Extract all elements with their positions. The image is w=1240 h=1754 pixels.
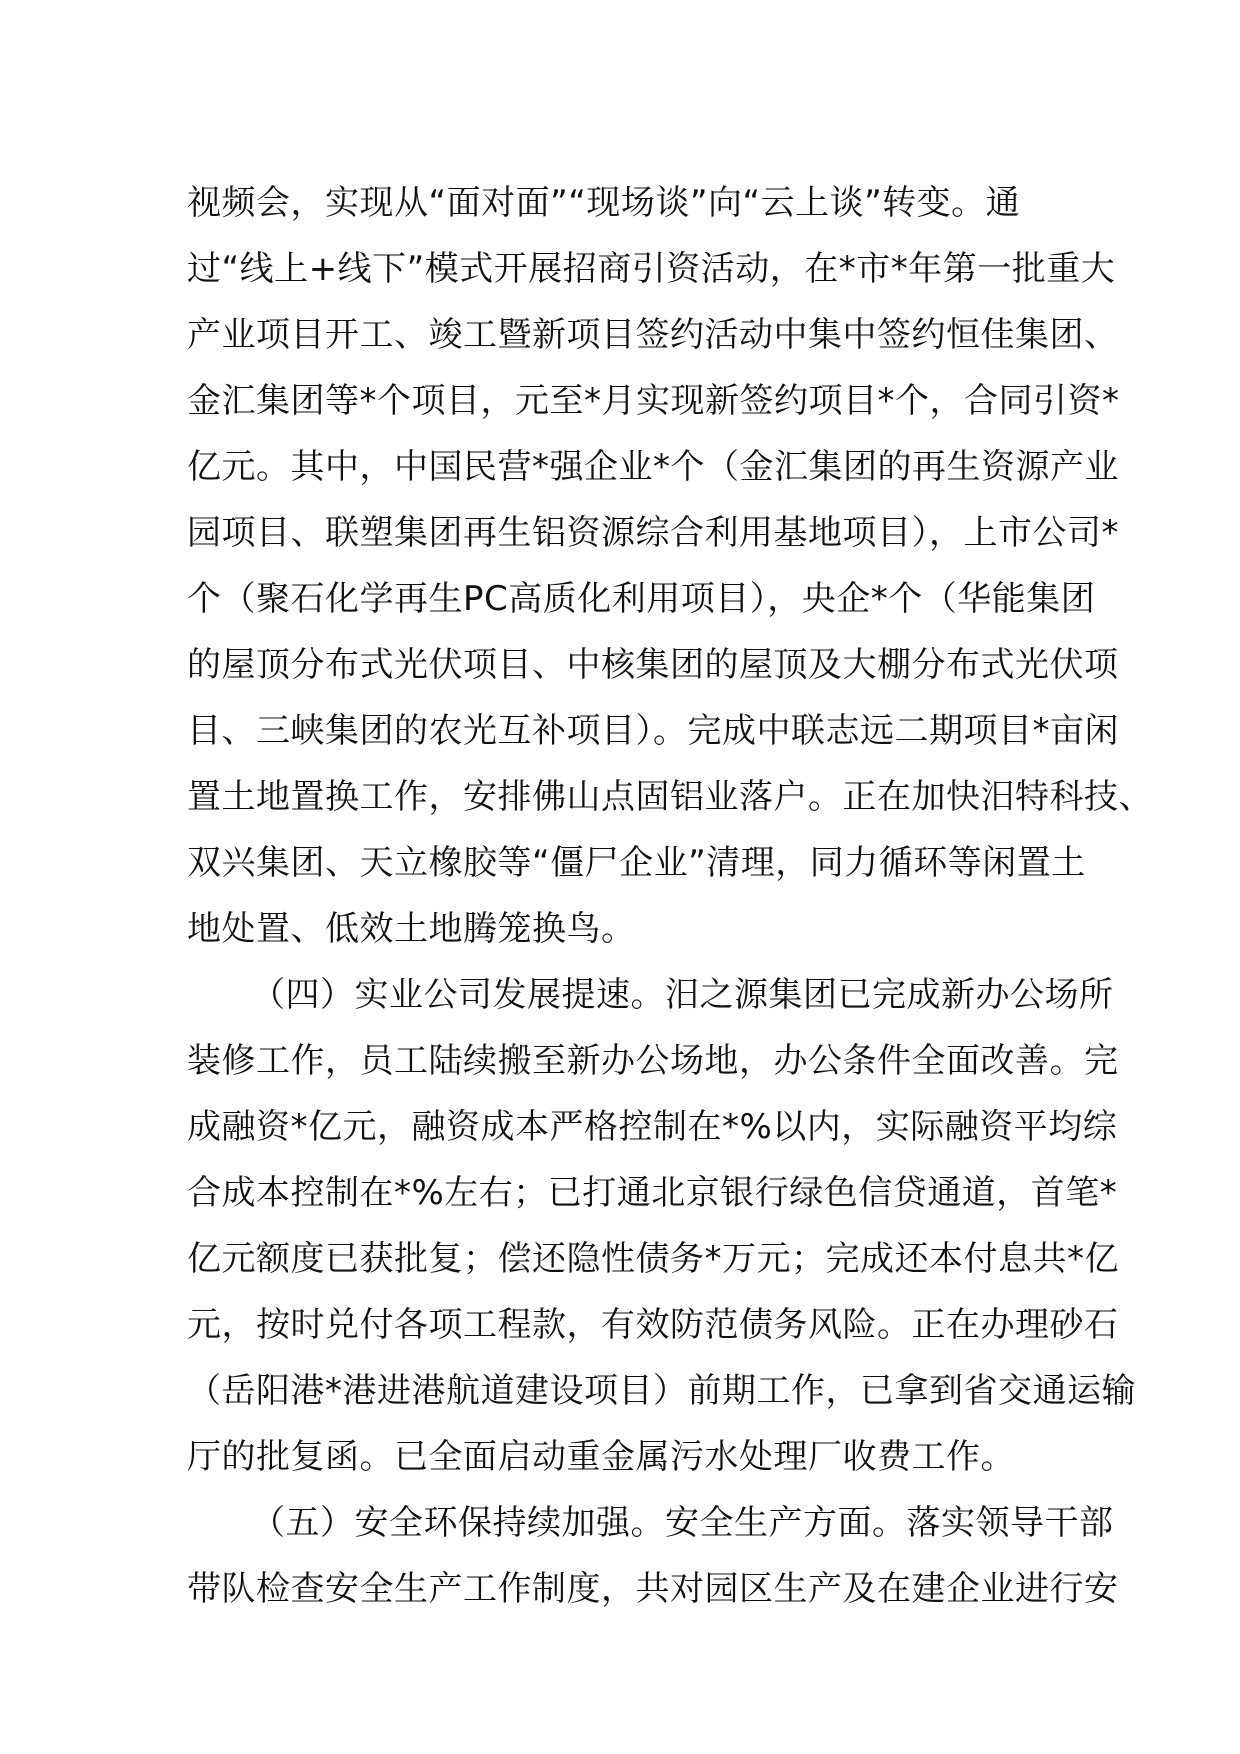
paragraph-heading-4: （四）实业公司发展提速。汨之源集团已完成新办公场所: [251, 975, 1114, 1015]
text-line: 厅的批复函。已全面启动重金属污水处理厂收费工作。: [187, 1437, 1015, 1477]
text-line: 亿元额度已获批复；偿还隐性债务*万元；完成还本付息共*亿: [187, 1239, 1119, 1279]
paragraph-heading-5: （五）安全环保持续加强。安全生产方面。落实领导干部: [251, 1503, 1114, 1543]
text-line: 带队检查安全生产工作制度，共对园区生产及在建企业进行安: [187, 1569, 1119, 1609]
text-line: 的屋顶分布式光伏项目、中核集团的屋顶及大棚分布式光伏项: [187, 645, 1119, 685]
text-line: 成融资*亿元，融资成本严格控制在*%以内，实际融资平均综: [187, 1107, 1118, 1147]
text-line: 合成本控制在*%左右；已打通北京银行绿色信贷通道，首笔*: [187, 1173, 1118, 1213]
text-line: 置土地置换工作，安排佛山点固铝业落户。正在加快汨特科技、: [187, 777, 1153, 817]
text-line: （岳阳港*港进港航道建设项目）前期工作，已拿到省交通运输: [187, 1371, 1136, 1411]
text-line: 地处置、低效土地腾笼换鸟。: [187, 909, 636, 949]
text-line: 金汇集团等*个项目，元至*月实现新签约项目*个，合同引资*: [187, 381, 1120, 421]
text-line: 园项目、联塑集团再生铝资源综合利用基地项目），上市公司*: [187, 513, 1119, 553]
text-line: 亿元。其中，中国民营*强企业*个（金汇集团的再生资源产业: [187, 447, 1119, 487]
text-line: 双兴集团、天立橡胶等“僵尸企业”清理，同力循环等闲置土: [187, 843, 1086, 883]
text-line: 装修工作，员工陆续搬至新办公场地，办公条件全面改善。完: [187, 1041, 1119, 1081]
text-line: 产业项目开工、竣工暨新项目签约活动中集中签约恒佳集团、: [187, 315, 1119, 355]
text-line: 元，按时兑付各项工程款，有效防范债务风险。正在办理砂石: [187, 1305, 1119, 1345]
text-line: 个（聚石化学再生PC高质化利用项目），央企*个（华能集团: [187, 579, 1096, 619]
document-body: [187, 170, 1153, 1622]
text-line: 视频会，实现从“面对面”“现场谈”向“云上谈”转变。通: [187, 183, 1021, 223]
text-line: 过“线上+线下”模式开展招商引资活动，在*市*年第一批重大: [187, 249, 1116, 289]
text-line: 目、三峡集团的农光互补项目）。完成中联志远二期项目*亩闲: [187, 711, 1119, 751]
